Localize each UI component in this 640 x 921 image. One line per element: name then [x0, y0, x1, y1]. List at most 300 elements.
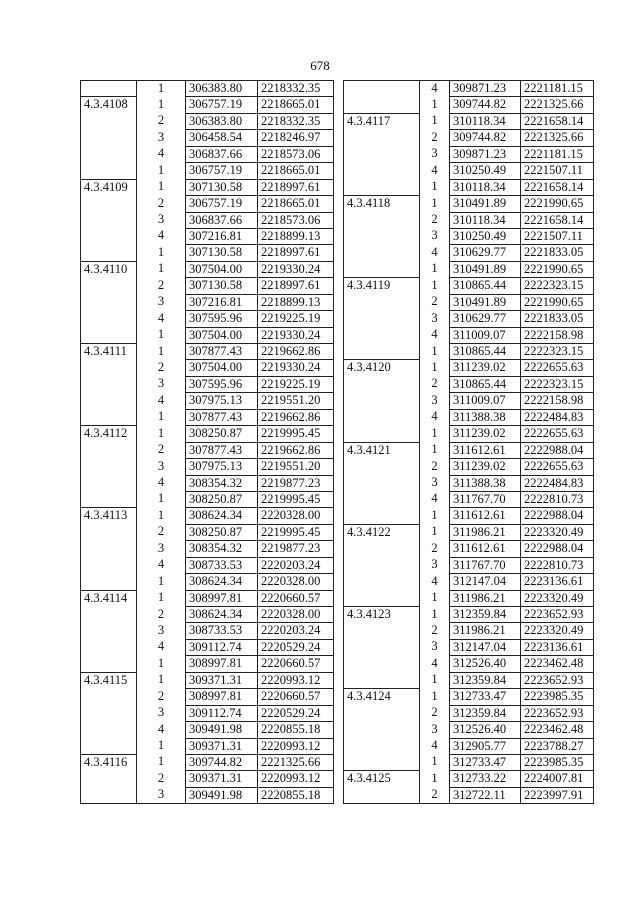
x-coordinate-cell: 311986.21: [450, 524, 521, 540]
point-number-cell: 2: [420, 212, 450, 228]
y-coordinate-cell: 2221325.66: [521, 97, 594, 113]
table-row: [344, 491, 594, 507]
x-coordinate-cell: 307130.58: [186, 179, 258, 195]
y-coordinate-cell: 2220328.00: [258, 508, 334, 524]
x-coordinate-cell: 312733.22: [450, 771, 521, 787]
x-coordinate-cell: 309744.82: [450, 97, 521, 113]
table-row: [344, 409, 594, 425]
table-row: [344, 426, 594, 442]
point-number-cell: 1: [137, 163, 186, 179]
y-coordinate-cell: 2221833.05: [521, 311, 594, 327]
y-coordinate-cell: 2218899.13: [258, 294, 334, 310]
point-number-cell: 1: [137, 491, 186, 507]
point-number-cell: 1: [420, 97, 450, 113]
parcel-id-cell: [81, 722, 137, 738]
y-coordinate-cell: 2224007.81: [521, 771, 594, 787]
parcel-id-cell: [344, 212, 420, 228]
x-coordinate-cell: 312905.77: [450, 738, 521, 754]
x-coordinate-cell: 307877.43: [186, 442, 258, 458]
parcel-id-cell: 4.3.4115: [81, 672, 137, 688]
y-coordinate-cell: 2218332.35: [258, 81, 334, 97]
table-row: [344, 261, 594, 277]
x-coordinate-cell: 310118.34: [450, 179, 521, 195]
x-coordinate-cell: 309871.23: [450, 146, 521, 162]
table-row: [344, 393, 594, 409]
point-number-cell: 4: [137, 146, 186, 162]
y-coordinate-cell: 2218997.61: [258, 179, 334, 195]
parcel-id-cell: 4.3.4108: [81, 97, 137, 113]
point-number-cell: 1: [137, 327, 186, 343]
table-row: [344, 294, 594, 310]
table-row: [344, 623, 594, 639]
table-row: [81, 81, 334, 97]
y-coordinate-cell: 2221990.65: [521, 261, 594, 277]
y-coordinate-cell: 2220660.57: [258, 689, 334, 705]
x-coordinate-cell: 309744.82: [186, 754, 258, 770]
x-coordinate-cell: 306757.19: [186, 163, 258, 179]
parcel-id-cell: [344, 656, 420, 672]
x-coordinate-cell: 310865.44: [450, 278, 521, 294]
table-row: [81, 689, 334, 705]
point-number-cell: 1: [137, 245, 186, 261]
x-coordinate-cell: 311986.21: [450, 623, 521, 639]
point-number-cell: 4: [420, 81, 450, 97]
x-coordinate-cell: 311239.02: [450, 459, 521, 475]
point-number-cell: 1: [420, 672, 450, 688]
parcel-id-cell: 4.3.4124: [344, 689, 420, 705]
table-row: [344, 376, 594, 392]
x-coordinate-cell: 306383.80: [186, 81, 258, 97]
point-number-cell: 4: [137, 475, 186, 491]
parcel-id-cell: [344, 754, 420, 770]
point-number-cell: 1: [137, 409, 186, 425]
x-coordinate-cell: 309371.31: [186, 738, 258, 754]
y-coordinate-cell: 2222988.04: [521, 541, 594, 557]
table-body-left: [81, 81, 334, 804]
parcel-id-cell: [81, 705, 137, 721]
x-coordinate-cell: 307504.00: [186, 261, 258, 277]
parcel-id-cell: [344, 130, 420, 146]
x-coordinate-cell: 307595.96: [186, 311, 258, 327]
y-coordinate-cell: 2222484.83: [521, 409, 594, 425]
y-coordinate-cell: 2218665.01: [258, 196, 334, 212]
x-coordinate-cell: 312722.11: [450, 787, 521, 803]
x-coordinate-cell: 308250.87: [186, 426, 258, 442]
table-row: [344, 689, 594, 705]
point-number-cell: 1: [137, 179, 186, 195]
x-coordinate-cell: 310491.89: [450, 294, 521, 310]
y-coordinate-cell: 2222810.73: [521, 557, 594, 573]
x-coordinate-cell: 310118.34: [450, 113, 521, 129]
point-number-cell: 4: [420, 245, 450, 261]
x-coordinate-cell: 307877.43: [186, 409, 258, 425]
table-row: [81, 508, 334, 524]
x-coordinate-cell: 312359.84: [450, 607, 521, 623]
x-coordinate-cell: 309371.31: [186, 672, 258, 688]
x-coordinate-cell: 309112.74: [186, 639, 258, 655]
x-coordinate-cell: 311239.02: [450, 360, 521, 376]
y-coordinate-cell: 2221658.14: [521, 212, 594, 228]
y-coordinate-cell: 2218899.13: [258, 228, 334, 244]
table-row: [81, 524, 334, 540]
x-coordinate-cell: 311009.07: [450, 327, 521, 343]
parcel-id-cell: 4.3.4118: [344, 196, 420, 212]
parcel-id-cell: [344, 590, 420, 606]
table-row: [344, 656, 594, 672]
point-number-cell: 2: [420, 459, 450, 475]
table-row: [81, 590, 334, 606]
parcel-id-cell: [81, 491, 137, 507]
y-coordinate-cell: 2219995.45: [258, 524, 334, 540]
y-coordinate-cell: 2223136.61: [521, 639, 594, 655]
point-number-cell: 2: [137, 360, 186, 376]
table-row: [81, 409, 334, 425]
parcel-id-cell: [344, 475, 420, 491]
table-row: [344, 81, 594, 97]
point-number-cell: 1: [137, 672, 186, 688]
point-number-cell: 2: [137, 771, 186, 787]
y-coordinate-cell: 2218573.06: [258, 146, 334, 162]
x-coordinate-cell: 308624.34: [186, 574, 258, 590]
y-coordinate-cell: 2220660.57: [258, 590, 334, 606]
y-coordinate-cell: 2219877.23: [258, 475, 334, 491]
y-coordinate-cell: 2220529.24: [258, 705, 334, 721]
x-coordinate-cell: 312733.47: [450, 689, 521, 705]
y-coordinate-cell: 2223462.48: [521, 722, 594, 738]
table-row: [81, 294, 334, 310]
parcel-id-cell: [344, 146, 420, 162]
table-row: [81, 327, 334, 343]
point-number-cell: 3: [137, 623, 186, 639]
x-coordinate-cell: 310629.77: [450, 245, 521, 261]
y-coordinate-cell: 2222655.63: [521, 360, 594, 376]
point-number-cell: 2: [137, 689, 186, 705]
point-number-cell: 4: [137, 311, 186, 327]
table-row: [344, 311, 594, 327]
y-coordinate-cell: 2222988.04: [521, 508, 594, 524]
table-row: [344, 442, 594, 458]
y-coordinate-cell: 2220660.57: [258, 656, 334, 672]
table-row: [344, 705, 594, 721]
y-coordinate-cell: 2222655.63: [521, 426, 594, 442]
y-coordinate-cell: 2221990.65: [521, 196, 594, 212]
y-coordinate-cell: 2223788.27: [521, 738, 594, 754]
parcel-id-cell: 4.3.4120: [344, 360, 420, 376]
table-row: [81, 113, 334, 129]
parcel-id-cell: [81, 327, 137, 343]
point-number-cell: 3: [420, 557, 450, 573]
point-number-cell: 1: [137, 81, 186, 97]
point-number-cell: 1: [420, 524, 450, 540]
x-coordinate-cell: 308997.81: [186, 689, 258, 705]
x-coordinate-cell: 310118.34: [450, 212, 521, 228]
y-coordinate-cell: 2219225.19: [258, 376, 334, 392]
y-coordinate-cell: 2219551.20: [258, 459, 334, 475]
y-coordinate-cell: 2221833.05: [521, 245, 594, 261]
point-number-cell: 3: [420, 639, 450, 655]
x-coordinate-cell: 308997.81: [186, 656, 258, 672]
y-coordinate-cell: 2220855.18: [258, 722, 334, 738]
table-row: [344, 574, 594, 590]
point-number-cell: 4: [137, 639, 186, 655]
y-coordinate-cell: 2221507.11: [521, 163, 594, 179]
parcel-id-cell: [81, 541, 137, 557]
parcel-id-cell: 4.3.4112: [81, 426, 137, 442]
x-coordinate-cell: 306458.54: [186, 130, 258, 146]
x-coordinate-cell: 309491.98: [186, 722, 258, 738]
point-number-cell: 4: [420, 656, 450, 672]
point-number-cell: 1: [137, 261, 186, 277]
x-coordinate-cell: 308733.53: [186, 623, 258, 639]
parcel-id-cell: [81, 146, 137, 162]
x-coordinate-cell: 311767.70: [450, 557, 521, 573]
table-row: [344, 278, 594, 294]
x-coordinate-cell: 311612.61: [450, 508, 521, 524]
parcel-id-cell: [81, 376, 137, 392]
point-number-cell: 1: [137, 426, 186, 442]
point-number-cell: 1: [420, 261, 450, 277]
parcel-id-cell: [344, 722, 420, 738]
table-row: [344, 541, 594, 557]
table-row: [81, 360, 334, 376]
y-coordinate-cell: 2219225.19: [258, 311, 334, 327]
table-row: [344, 639, 594, 655]
y-coordinate-cell: 2222323.15: [521, 344, 594, 360]
point-number-cell: 2: [420, 541, 450, 557]
parcel-id-cell: [81, 557, 137, 573]
parcel-id-cell: [81, 228, 137, 244]
parcel-id-cell: [81, 459, 137, 475]
y-coordinate-cell: 2221181.15: [521, 146, 594, 162]
x-coordinate-cell: 307595.96: [186, 376, 258, 392]
parcel-id-cell: [344, 738, 420, 754]
point-number-cell: 4: [137, 722, 186, 738]
x-coordinate-cell: 309371.31: [186, 771, 258, 787]
x-coordinate-cell: 306757.19: [186, 97, 258, 113]
table-row: [81, 196, 334, 212]
x-coordinate-cell: 306383.80: [186, 113, 258, 129]
parcel-id-cell: 4.3.4109: [81, 179, 137, 195]
point-number-cell: 3: [137, 376, 186, 392]
y-coordinate-cell: 2218997.61: [258, 245, 334, 261]
parcel-id-cell: 4.3.4113: [81, 508, 137, 524]
point-number-cell: 1: [420, 771, 450, 787]
table-row: [344, 787, 594, 803]
y-coordinate-cell: 2221658.14: [521, 179, 594, 195]
parcel-id-cell: [81, 689, 137, 705]
x-coordinate-cell: 310250.49: [450, 228, 521, 244]
table-row: [344, 97, 594, 113]
y-coordinate-cell: 2222158.98: [521, 393, 594, 409]
parcel-id-cell: [81, 311, 137, 327]
parcel-id-cell: [81, 524, 137, 540]
parcel-id-cell: [81, 113, 137, 129]
parcel-id-cell: [344, 491, 420, 507]
point-number-cell: 1: [137, 508, 186, 524]
parcel-id-cell: [81, 771, 137, 787]
point-number-cell: 1: [420, 426, 450, 442]
point-number-cell: 1: [420, 689, 450, 705]
parcel-id-cell: [344, 376, 420, 392]
point-number-cell: 1: [137, 738, 186, 754]
point-number-cell: 3: [137, 130, 186, 146]
table-row: [344, 475, 594, 491]
y-coordinate-cell: 2218997.61: [258, 278, 334, 294]
point-number-cell: 2: [137, 524, 186, 540]
point-number-cell: 4: [420, 327, 450, 343]
y-coordinate-cell: 2220203.24: [258, 623, 334, 639]
parcel-id-cell: [81, 639, 137, 655]
y-coordinate-cell: 2220993.12: [258, 672, 334, 688]
point-number-cell: 3: [137, 459, 186, 475]
y-coordinate-cell: 2220993.12: [258, 738, 334, 754]
point-number-cell: 2: [420, 130, 450, 146]
x-coordinate-cell: 311612.61: [450, 541, 521, 557]
point-number-cell: 3: [137, 705, 186, 721]
point-number-cell: 1: [137, 344, 186, 360]
table-row: [344, 607, 594, 623]
x-coordinate-cell: 307975.13: [186, 459, 258, 475]
parcel-id-cell: [81, 623, 137, 639]
table-row: [81, 557, 334, 573]
point-number-cell: 2: [420, 623, 450, 639]
y-coordinate-cell: 2219995.45: [258, 491, 334, 507]
point-number-cell: 3: [420, 475, 450, 491]
x-coordinate-cell: 310865.44: [450, 376, 521, 392]
x-coordinate-cell: 312526.40: [450, 656, 521, 672]
parcel-id-cell: 4.3.4123: [344, 607, 420, 623]
point-number-cell: 3: [420, 228, 450, 244]
point-number-cell: 4: [137, 393, 186, 409]
parcel-id-cell: [81, 738, 137, 754]
x-coordinate-cell: 307216.81: [186, 228, 258, 244]
x-coordinate-cell: 307130.58: [186, 278, 258, 294]
parcel-id-cell: [344, 261, 420, 277]
page-number: 678: [310, 58, 330, 73]
y-coordinate-cell: 2218246.97: [258, 130, 334, 146]
point-number-cell: 1: [420, 113, 450, 129]
parcel-id-cell: 4.3.4121: [344, 442, 420, 458]
y-coordinate-cell: 2219330.24: [258, 327, 334, 343]
point-number-cell: 2: [420, 376, 450, 392]
table-row: [344, 360, 594, 376]
y-coordinate-cell: 2219995.45: [258, 426, 334, 442]
point-number-cell: 3: [420, 393, 450, 409]
parcel-id-cell: [344, 426, 420, 442]
table-row: [81, 376, 334, 392]
y-coordinate-cell: 2223320.49: [521, 590, 594, 606]
point-number-cell: 3: [137, 541, 186, 557]
point-number-cell: 3: [420, 722, 450, 738]
table-row: [344, 245, 594, 261]
parcel-id-cell: [344, 327, 420, 343]
x-coordinate-cell: 312147.04: [450, 639, 521, 655]
table-row: [81, 228, 334, 244]
parcel-id-cell: [81, 393, 137, 409]
x-coordinate-cell: 312359.84: [450, 672, 521, 688]
parcel-id-cell: [344, 179, 420, 195]
x-coordinate-cell: 307975.13: [186, 393, 258, 409]
y-coordinate-cell: 2222323.15: [521, 376, 594, 392]
y-coordinate-cell: 2220855.18: [258, 787, 334, 803]
parcel-id-cell: [81, 245, 137, 261]
x-coordinate-cell: 306757.19: [186, 196, 258, 212]
x-coordinate-cell: 307504.00: [186, 360, 258, 376]
point-number-cell: 1: [420, 179, 450, 195]
table-row: [81, 639, 334, 655]
point-number-cell: 1: [420, 344, 450, 360]
y-coordinate-cell: 2223985.35: [521, 754, 594, 770]
table-row: [344, 146, 594, 162]
point-number-cell: 1: [137, 574, 186, 590]
y-coordinate-cell: 2221507.11: [521, 228, 594, 244]
table-row: [344, 179, 594, 195]
x-coordinate-cell: 311986.21: [450, 590, 521, 606]
x-coordinate-cell: 308354.32: [186, 475, 258, 491]
parcel-id-cell: [344, 228, 420, 244]
parcel-id-cell: [344, 459, 420, 475]
table-row: [81, 261, 334, 277]
point-number-cell: 4: [420, 163, 450, 179]
table-row: [81, 705, 334, 721]
x-coordinate-cell: 309744.82: [450, 130, 521, 146]
x-coordinate-cell: 312359.84: [450, 705, 521, 721]
point-number-cell: 1: [137, 754, 186, 770]
point-number-cell: 2: [137, 113, 186, 129]
x-coordinate-cell: 310250.49: [450, 163, 521, 179]
y-coordinate-cell: 2223997.91: [521, 787, 594, 803]
table-row: [81, 738, 334, 754]
x-coordinate-cell: 308733.53: [186, 557, 258, 573]
y-coordinate-cell: 2219330.24: [258, 261, 334, 277]
x-coordinate-cell: 310491.89: [450, 261, 521, 277]
y-coordinate-cell: 2218665.01: [258, 163, 334, 179]
x-coordinate-cell: 312147.04: [450, 574, 521, 590]
point-number-cell: 4: [420, 409, 450, 425]
parcel-id-cell: [81, 278, 137, 294]
x-coordinate-cell: 308997.81: [186, 590, 258, 606]
x-coordinate-cell: 307877.43: [186, 344, 258, 360]
y-coordinate-cell: 2222158.98: [521, 327, 594, 343]
y-coordinate-cell: 2220993.12: [258, 771, 334, 787]
parcel-id-cell: [81, 442, 137, 458]
parcel-id-cell: [344, 541, 420, 557]
x-coordinate-cell: 307504.00: [186, 327, 258, 343]
point-number-cell: 2: [420, 787, 450, 803]
parcel-id-cell: 4.3.4125: [344, 771, 420, 787]
point-number-cell: 1: [137, 590, 186, 606]
table-row: [81, 672, 334, 688]
point-number-cell: 2: [137, 196, 186, 212]
table-row: [81, 278, 334, 294]
parcel-id-cell: [81, 607, 137, 623]
y-coordinate-cell: 2221181.15: [521, 81, 594, 97]
table-row: [81, 179, 334, 195]
table-row: [344, 163, 594, 179]
point-number-cell: 1: [420, 754, 450, 770]
y-coordinate-cell: 2220328.00: [258, 607, 334, 623]
x-coordinate-cell: 308624.34: [186, 607, 258, 623]
coordinate-table-right: [343, 80, 594, 804]
parcel-id-cell: [344, 623, 420, 639]
table-row: [81, 541, 334, 557]
parcel-id-cell: [81, 81, 137, 97]
y-coordinate-cell: 2221325.66: [521, 130, 594, 146]
table-row: [81, 393, 334, 409]
x-coordinate-cell: 311767.70: [450, 491, 521, 507]
parcel-id-cell: [81, 196, 137, 212]
y-coordinate-cell: 2219330.24: [258, 360, 334, 376]
